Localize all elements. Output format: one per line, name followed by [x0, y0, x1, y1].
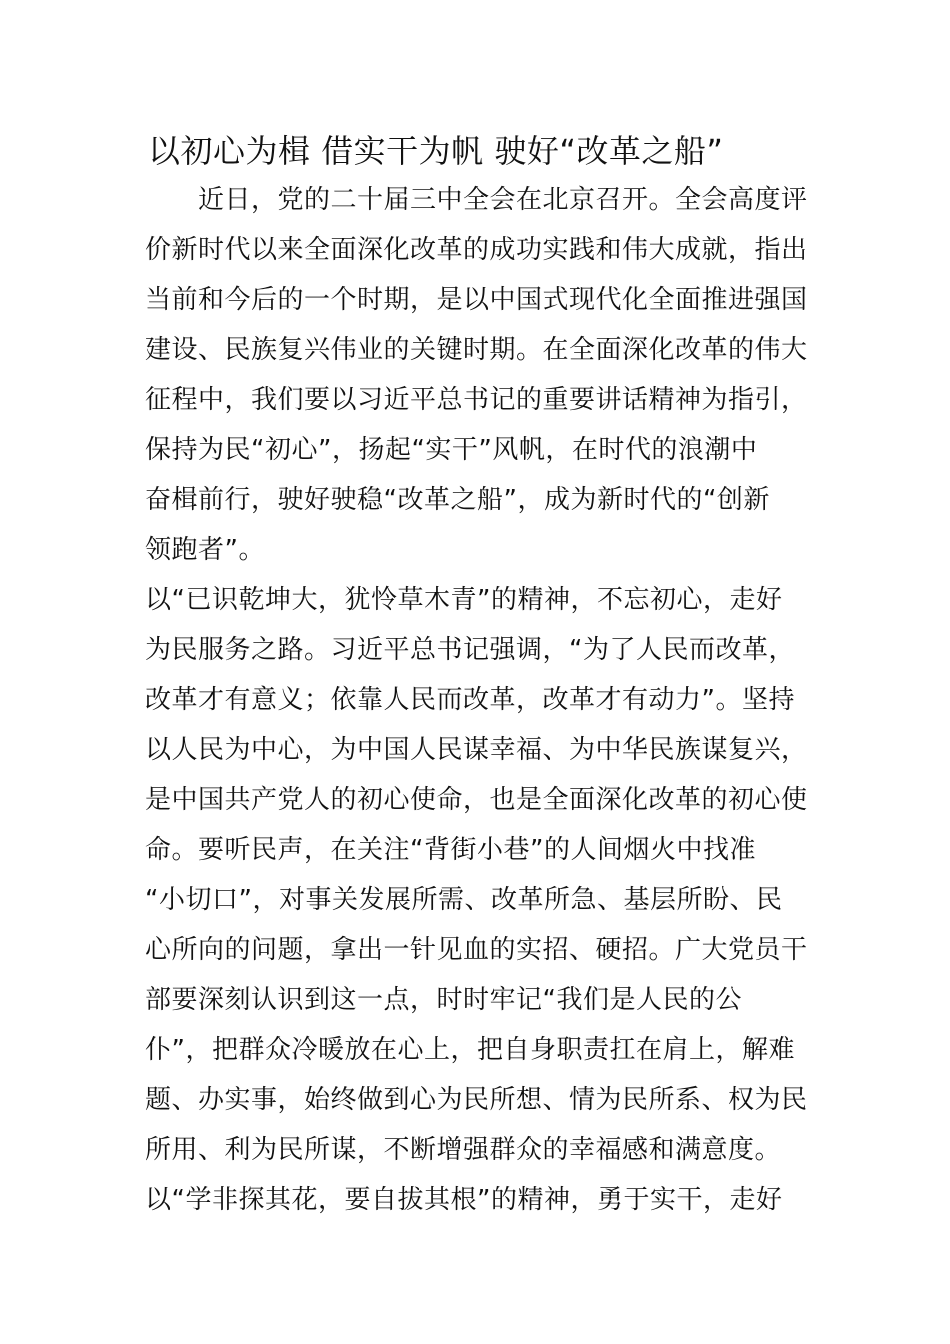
- body-line: 建设、民族复兴伟业的关键时期。在全面深化改革的伟大: [145, 335, 808, 365]
- body-line: 当前和今后的一个时期，是以中国式现代化全面推进强国: [145, 285, 808, 315]
- body-line: 仆”，把群众冷暖放在心上，把自身职责扛在肩上，解难: [145, 1035, 795, 1065]
- body-line: 改革才有意义；依靠人民而改革，改革才有动力”。坚持: [145, 685, 795, 715]
- body-line: 是中国共产党人的初心使命，也是全面深化改革的初心使: [145, 785, 808, 815]
- body-line: 领跑者”。: [145, 535, 265, 565]
- body-line: “小切口”，对事关发展所需、改革所急、基层所盼、民: [145, 885, 783, 915]
- body-line: 为民服务之路。习近平总书记强调，“为了人民而改革，: [145, 635, 795, 665]
- page-title: 以初心为楫 借实干为帆 驶好“改革之船”: [148, 132, 724, 170]
- body-line: 保持为民“初心”，扬起“实干”风帆，在时代的浪潮中: [145, 435, 758, 465]
- body-line: 征程中，我们要以习近平总书记的重要讲话精神为指引，: [145, 385, 808, 415]
- body-line: 以“已识乾坤大，犹怜草木青”的精神，不忘初心，走好: [145, 585, 783, 615]
- body-line: 部要深刻认识到这一点，时时牢记“我们是人民的公: [145, 985, 742, 1015]
- body-line: 题、办实事，始终做到心为民所想、情为民所系、权为民: [145, 1085, 808, 1115]
- body-line: 价新时代以来全面深化改革的成功实践和伟大成就，指出: [145, 235, 808, 265]
- body-line: 以“学非探其花，要自拔其根”的精神，勇于实干，走好: [145, 1185, 783, 1215]
- body-line: 所用、利为民所谋，不断增强群众的幸福感和满意度。: [145, 1135, 782, 1165]
- body-line: 以人民为中心，为中国人民谋幸福、为中华民族谋复兴，: [145, 735, 808, 765]
- body-line: 心所向的问题，拿出一针见血的实招、硬招。广大党员干: [145, 935, 808, 965]
- body-line: 奋楫前行，驶好驶稳“改革之船”，成为新时代的“创新: [145, 485, 770, 515]
- body-line: 近日，党的二十届三中全会在北京召开。全会高度评: [145, 185, 808, 215]
- body-line: 命。要听民声，在关注“背街小巷”的人间烟火中找准: [145, 835, 756, 865]
